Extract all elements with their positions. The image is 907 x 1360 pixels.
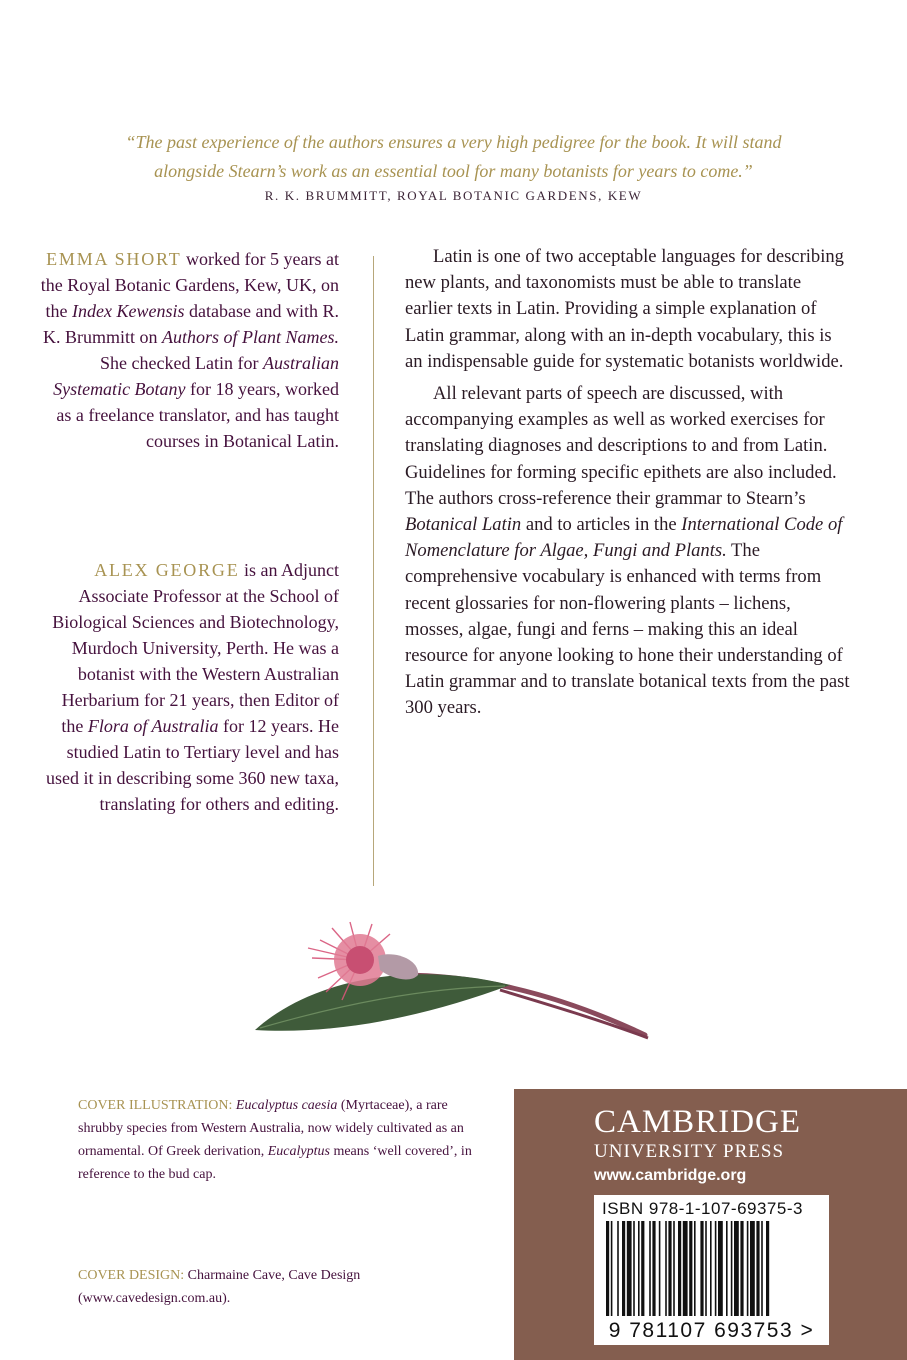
quote-attribution: R. K. BRUMMITT, ROYAL BOTANIC GARDENS, KEW: [264, 188, 643, 203]
barcode-panel: [594, 1195, 829, 1345]
bio-italic: Australian Systematic Botany: [53, 353, 339, 399]
bio-text: is an Adjunct Associate Professor at the School of Biological Sciences and Biotechnology, Murdoch University, Perth. He was a botanist with the Western Australian Herbarium for 21 years, then Editor of the: [52, 560, 339, 736]
isbn-text: ISBN 978-1-107-69375-3: [602, 1199, 803, 1218]
bio-text: for 18 years, worked as a freelance translator, and has taught courses in Botanical Latin.: [56, 379, 339, 451]
author-bio-alex-george: [39, 557, 339, 817]
endorsement-quote: [60, 128, 847, 186]
designer-url: (www.cavedesign.com.au).: [78, 1291, 231, 1306]
credit-text: (Myrtaceae), a rare shrubby species from Western Australia, now widely cultivated as an ornamental. Of Greek derivation,: [78, 1098, 464, 1159]
desc-text: and to articles in the: [521, 514, 682, 536]
barcode-icon: [598, 1221, 824, 1316]
credit-label: COVER DESIGN:: [78, 1268, 185, 1283]
genus-name: Eucalyptus: [267, 1144, 330, 1159]
barcode-digits: 9 781107 693753 >: [608, 1319, 815, 1342]
cover-illustration-credit: [78, 1094, 488, 1186]
bio-text: She checked Latin for: [100, 353, 263, 373]
description-paragraph-2: [405, 381, 850, 722]
bio-italic: Index Kewensis: [72, 301, 185, 321]
bio-text: worked for 5 years at the Royal Botanic Gardens, Kew, UK, on the: [40, 249, 339, 321]
publisher-block: [514, 1089, 907, 1360]
credit-text: Charmaine Cave, Cave Design: [184, 1268, 361, 1283]
quote-line-1: “The past experience of the authors ensures a very high pedigree for the book. It will stand: [125, 132, 782, 152]
credit-text: means ‘well covered’, in reference to the bud cap.: [78, 1144, 472, 1182]
desc-text: The comprehensive vocabulary is enhanced with terms from recent glossaries for non-flowering plants – lichens, mosses, algae, fungi and ferns – making this an ideal resource for anyone looking to hone their understanding of Latin grammar and to translate botanical texts from the past 300 years.: [405, 540, 850, 719]
book-description: [405, 244, 850, 722]
column-divider: [373, 256, 374, 886]
author-bio-emma-short: [39, 246, 339, 454]
desc-text: All relevant parts of speech are discussed, with accompanying examples as well as worked exercises for translating diagnoses and descriptions to and from Latin. Guidelines for forming specific epithets are also included. The authors cross-reference their grammar to Stearn’s: [405, 383, 837, 509]
description-paragraph-1: Latin is one of two acceptable languages for describing new plants, and taxonomists must be able to translate earlier texts in Latin. Providing a simple explanation of Latin grammar, along with an in-depth vocabulary, this is an indispensable guide for systematic botanists worldwide.: [405, 246, 844, 372]
bio-text: database and with R. K. Brummitt on: [42, 301, 339, 347]
publisher-name: CAMBRIDGE: [594, 1104, 802, 1140]
desc-italic: Botanical Latin: [405, 514, 522, 536]
desc-italic: International Code of Nomenclature for Algae, Fungi and Plants.: [405, 514, 843, 562]
publisher-url: www.cambridge.org: [594, 1167, 747, 1184]
publisher-press: UNIVERSITY PRESS: [594, 1141, 785, 1162]
bio-text: for 12 years. He studied Latin to Tertiary level and has used it in describing some 360 new taxa, translating for others and editing.: [46, 716, 339, 814]
author-name-george: ALEX GEORGE: [94, 560, 240, 580]
author-name-short: EMMA SHORT: [46, 249, 182, 269]
bio-italic: Authors of Plant Names.: [161, 327, 339, 347]
species-name: Eucalyptus caesia: [235, 1098, 338, 1113]
bio-italic: Flora of Australia: [87, 716, 219, 736]
cover-design-credit: [78, 1264, 488, 1310]
eucalyptus-flower-illustration: [250, 920, 650, 1070]
credit-label: COVER ILLUSTRATION:: [78, 1098, 233, 1113]
quote-line-2: alongside Stearn’s work as an essential tool for many botanists for years to come.”: [154, 161, 753, 181]
